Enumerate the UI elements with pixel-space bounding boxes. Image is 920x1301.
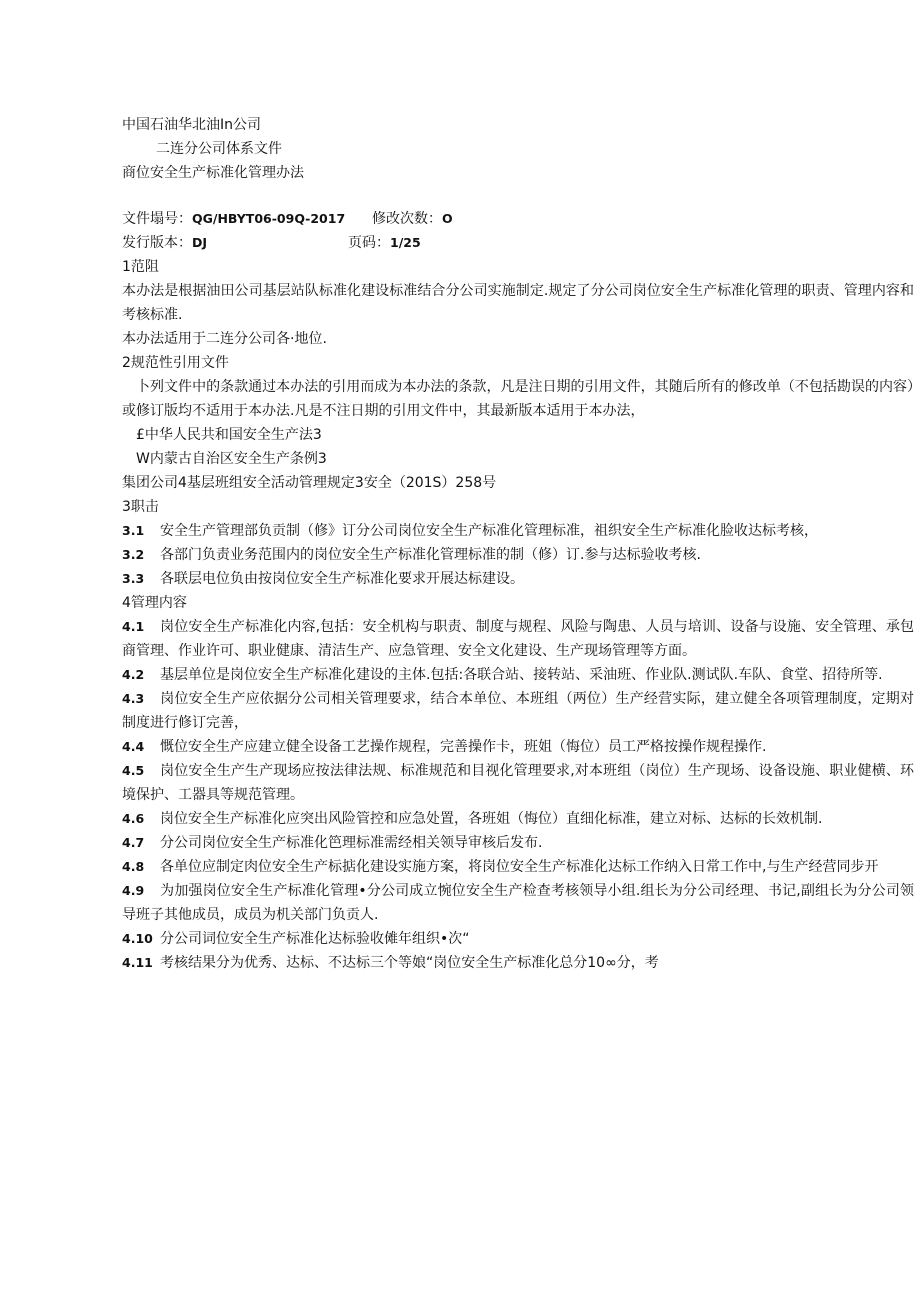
section-3-items [122, 519, 914, 591]
section-1-para-2: 本办法适用于二连分公司各·地位. [122, 331, 327, 347]
branch-name: 二连分公司体系文件 [156, 141, 282, 157]
revision-count: 修改次数：O [372, 211, 453, 227]
page-number: 页码：1/25 [348, 235, 421, 251]
document-body [122, 113, 914, 975]
reference-3: 集团公司4基层班组安全活动管理规定3安全（201S）258号 [122, 475, 497, 491]
reference-2: W内蒙古自治区安全生产条例3 [136, 451, 327, 467]
list-item: 4.5 岗位安全生产生产现场应按法律法规、标准规范和目视化管理要求,对本班组（岗位）生产现场、设备设施、职业健横、环境保护、工器具等规范管理。 [122, 763, 914, 803]
list-item: 4.4 慨位安全生产应建立健全设备工艺操作规程，完善操作卡，班姐（悔位）员工严格按操作规程操作. [122, 739, 767, 755]
company-name: 中国石油华北油In公司 [122, 117, 262, 133]
version: 发行版本：DJ [122, 235, 208, 251]
list-item: 4.9 为加强岗位安全生产标准化管理•分公司成立惋位安全生产检查考核领导小组.组长为分公司经理、书记,副组长为分公司领导班子其他成员，成员为机关部门负贡人. [122, 883, 914, 923]
section-4-title: 4管理内容 [122, 595, 187, 611]
section-1-title: 1范阻 [122, 259, 159, 275]
list-item: 4.3 岗位安全生产应依据分公司相关管理要求，结合本单位、本班组（两位）生产经营实际，建立健全各项管理制度，定期对制度进行修订完善， [122, 691, 914, 731]
section-2-para-1: 卜列文件中的条款通过本办法的引用而成为本办法的条款，凡是注日期的引用文件，其随后所有的修改单（不包括勘误的内容）或修订版均不适用于本办法.凡是不注日期的引用文件中，其最新版本适用于本办法， [122, 379, 914, 419]
section-4-items [122, 615, 914, 975]
document-title: 商位安全生产标准化管理办法 [122, 165, 304, 181]
list-item: 4.8 各单位应制定肉位安全生产标掂化建设实施方案，将岗位安全生产标准化达标工作纳入日常工作中,与生产经营同步开 [122, 859, 879, 875]
list-item: 4.2 基层单位是岗位安全生产标准化建设的主体.包括:各联合站、接转站、采油班、作业队.测试队.车队、食堂、招待所等. [122, 667, 883, 683]
meta-row-1 [122, 207, 914, 231]
list-item: 4.10 分公司词位安全生产标准化达标验收傩年组织•次“ [122, 931, 470, 947]
section-3-title: 3职击 [122, 499, 159, 515]
list-item: 4.11 考核结果分为优秀、达标、不达标三个等娘“岗位安全生产标准化总分10∞分，考 [122, 955, 659, 971]
list-item: 4.1 岗位安全生产标准化内容,包括：安全机构与职责、制度与规程、风险与陶患、人员与培训、设备与设施、安全管理、承包商管理、作业许可、职业健康、清洁生产、应急管理、安全文化建设、生产现场管理等方面。 [122, 619, 914, 659]
reference-1: £中华人民共和国安全生产法3 [136, 427, 322, 443]
section-1-para-1: 本办法是根据油田公司基层站队标准化建设标准结合分公司实施制定.规定了分公司岗位安全生产标准化管理的职责、管理内容和考核标准. [122, 283, 914, 323]
list-item: 4.7 分公司岗位安全生产标准化笆理标准需经相关领导审核后发布. [122, 835, 543, 851]
section-2-title: 2规范性引用文件 [122, 355, 229, 371]
list-item: 3.1 安全生产管理部负贡制（修》订分公司岗位安全生产标准化管理标准，祖织安全生产标准化脸收达标考核， [122, 523, 818, 539]
list-item: 4.6 岗位安全生产标准化应突出风险管控和应急处置，各班姐（悔位）直细化标准，建立对标、达标的长效机制. [122, 811, 823, 827]
list-item: 3.2 各部门负责业务范围内的岗位安全生产标准化管理标准的制（修）订.参与达标验收考核. [122, 547, 701, 563]
meta-row-2 [122, 231, 914, 255]
list-item: 3.3 各联层电位负由按岗位安全生产标准化要求开展达标建设。 [122, 571, 524, 587]
file-number: 文件塌号：QG/HBYT06-09Q-2017 [122, 211, 346, 227]
